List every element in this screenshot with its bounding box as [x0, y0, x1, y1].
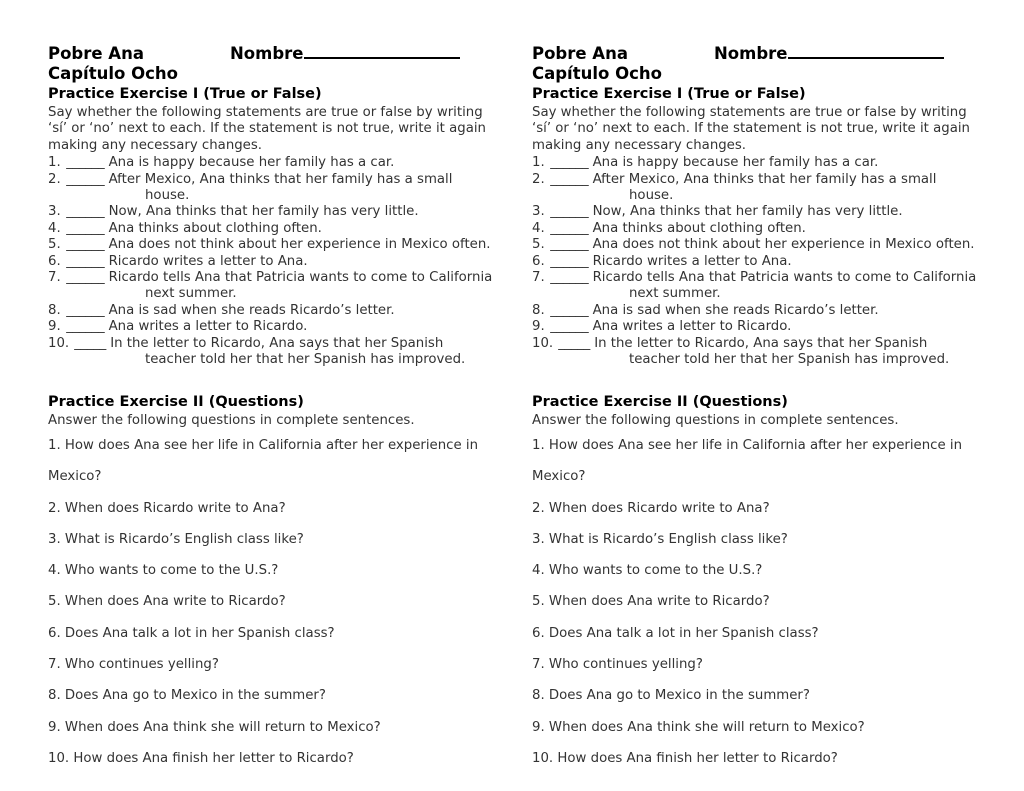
item-number: 6. — [532, 253, 545, 269]
question-line — [532, 743, 984, 774]
answer-blank[interactable]: _____ — [74, 335, 106, 351]
question-text: Does Ana talk a lot in her Spanish class? — [548, 625, 819, 641]
worksheet-copy-right — [492, 0, 984, 791]
true-false-item — [532, 237, 984, 253]
answer-blank[interactable]: ______ — [550, 171, 589, 187]
question-number: 2. — [532, 500, 545, 516]
statement-text: In the letter to Ricardo, Ana says that her Spanish — [594, 335, 928, 351]
page-title-row — [48, 44, 492, 64]
item-number: 1. — [532, 155, 545, 171]
true-false-item — [48, 155, 492, 171]
question-item — [532, 493, 984, 524]
statement-text: After Mexico, Ana thinks that her family has a small — [592, 171, 937, 187]
question-continuation: Mexico? — [532, 469, 586, 485]
item-number: 9. — [48, 319, 61, 335]
question-line — [48, 524, 492, 555]
answer-blank[interactable]: ______ — [550, 302, 589, 318]
item-number: 5. — [48, 237, 61, 253]
question-number: 7. — [48, 656, 61, 672]
item-number: 7. — [532, 270, 545, 286]
answer-blank[interactable]: ______ — [66, 319, 105, 335]
answer-blank[interactable]: ______ — [550, 237, 589, 253]
question-item — [532, 649, 984, 680]
statement-text: Ana is sad when she reads Ricardo’s letter. — [108, 302, 395, 318]
question-line — [48, 586, 492, 617]
item-number: 3. — [48, 204, 61, 220]
true-false-item — [532, 155, 984, 171]
instruction-line: Say whether the following statements are true or false by writing — [532, 105, 967, 120]
question-number: 1. — [532, 437, 545, 453]
statement-continuation: house. — [145, 188, 190, 204]
name-write-in-line[interactable] — [788, 44, 944, 59]
question-item — [48, 680, 492, 711]
item-number: 2. — [48, 171, 61, 187]
question-item — [48, 524, 492, 555]
question-item — [532, 743, 984, 774]
question-line — [532, 680, 984, 711]
answer-blank[interactable]: ______ — [550, 253, 589, 269]
answer-blank[interactable]: ______ — [66, 270, 105, 286]
question-number: 8. — [532, 688, 545, 704]
question-item — [532, 680, 984, 711]
statement-text: Ana is happy because her family has a car. — [108, 155, 395, 171]
question-item — [48, 649, 492, 680]
question-text: Who wants to come to the U.S.? — [64, 563, 279, 579]
question-item — [48, 743, 492, 774]
question-item — [48, 712, 492, 743]
page-title: Pobre Ana — [532, 44, 628, 63]
true-false-item — [532, 172, 984, 188]
name-field-label: Nombre — [230, 44, 304, 63]
question-text: When does Ricardo write to Ana? — [548, 500, 770, 516]
item-number: 4. — [532, 220, 545, 236]
statement-text: After Mexico, Ana thinks that her family has a small — [108, 171, 453, 187]
item-number: 10. — [532, 335, 554, 351]
question-item — [48, 586, 492, 617]
statement-text: Ana is sad when she reads Ricardo’s letter. — [592, 302, 879, 318]
item-number: 8. — [532, 302, 545, 318]
statement-continuation: teacher told her that her Spanish has improved. — [145, 352, 466, 368]
exercise-2-heading: Practice Exercise II (Questions) — [48, 393, 304, 410]
statement-text: Ana writes a letter to Ricardo. — [592, 319, 792, 335]
question-number: 1. — [48, 437, 61, 453]
worksheet-copy-left — [0, 0, 492, 791]
question-line — [48, 680, 492, 711]
item-number: 1. — [48, 155, 61, 171]
statement-text: Ricardo writes a letter to Ana. — [592, 253, 792, 269]
true-false-item — [48, 204, 492, 220]
question-text: What is Ricardo’s English class like? — [64, 531, 304, 547]
statement-text: Ana is happy because her family has a car. — [592, 155, 879, 171]
true-false-item — [48, 270, 492, 286]
answer-blank[interactable]: ______ — [66, 253, 105, 269]
question-continuation: Mexico? — [48, 469, 102, 485]
question-text: Who continues yelling? — [548, 656, 703, 672]
exercise-1-heading: Practice Exercise I (True or False) — [532, 86, 806, 102]
exercise-2-instructions: Answer the following questions in complete sentences. — [48, 412, 415, 428]
question-number: 10. — [532, 750, 554, 766]
true-false-list — [48, 155, 492, 368]
question-number: 5. — [532, 594, 545, 610]
true-false-item — [48, 172, 492, 188]
question-text: Who wants to come to the U.S.? — [548, 563, 763, 579]
true-false-item — [48, 237, 492, 253]
true-false-item — [532, 254, 984, 270]
question-number: 4. — [48, 563, 61, 579]
chapter-subtitle: Capítulo Ocho — [532, 64, 662, 83]
statement-continuation: next summer. — [629, 286, 721, 302]
question-number: 4. — [532, 563, 545, 579]
true-false-item — [532, 221, 984, 237]
true-false-item — [532, 303, 984, 319]
question-text: Does Ana go to Mexico in the summer? — [548, 688, 810, 704]
answer-blank[interactable]: ______ — [550, 319, 589, 335]
question-text: How does Ana see her life in California after her experience in — [64, 437, 479, 453]
answer-blank[interactable]: ______ — [66, 204, 105, 220]
answer-blank[interactable]: ______ — [550, 220, 589, 236]
question-text: When does Ricardo write to Ana? — [64, 500, 286, 516]
question-number: 9. — [48, 719, 61, 735]
true-false-item — [532, 204, 984, 220]
question-number: 10. — [48, 750, 70, 766]
question-number: 8. — [48, 688, 61, 704]
true-false-item — [532, 319, 984, 335]
instruction-line: making any necessary changes. — [48, 137, 263, 153]
answer-blank[interactable]: ______ — [550, 204, 589, 220]
answer-blank[interactable]: ______ — [66, 302, 105, 318]
question-item — [532, 618, 984, 649]
true-false-item — [532, 270, 984, 286]
question-text: Who continues yelling? — [64, 656, 219, 672]
instruction-line: ‘sí’ or ‘no’ next to each. If the statement is not true, write it again — [532, 121, 970, 137]
true-false-item — [48, 221, 492, 237]
question-text: Does Ana go to Mexico in the summer? — [64, 688, 326, 704]
question-number: 3. — [532, 531, 545, 547]
question-line — [532, 618, 984, 649]
statement-text: Ana does not think about her experience in Mexico often. — [108, 237, 491, 253]
instruction-line: Say whether the following statements are true or false by writing — [48, 105, 483, 120]
question-number: 6. — [532, 625, 545, 641]
statement-text: Ricardo tells Ana that Patricia wants to come to California — [592, 270, 977, 286]
true-false-item — [48, 303, 492, 319]
statement-continuation: house. — [629, 188, 674, 204]
item-number: 3. — [532, 204, 545, 220]
exercise-1-instructions — [532, 105, 984, 154]
question-item — [532, 712, 984, 743]
name-field-label: Nombre — [714, 44, 788, 63]
question-number: 6. — [48, 625, 61, 641]
item-number: 9. — [532, 319, 545, 335]
page-title-row — [532, 44, 984, 64]
item-number: 6. — [48, 253, 61, 269]
name-write-in-line[interactable] — [304, 44, 460, 59]
question-line — [532, 649, 984, 680]
question-item — [532, 555, 984, 586]
question-item — [532, 430, 984, 493]
question-list — [48, 430, 492, 774]
question-line — [532, 493, 984, 524]
statement-text: Ana thinks about clothing often. — [108, 220, 322, 236]
question-text: How does Ana see her life in California after her experience in — [548, 437, 963, 453]
question-line — [532, 524, 984, 555]
statement-text: Ana writes a letter to Ricardo. — [108, 319, 308, 335]
question-item — [532, 586, 984, 617]
question-line — [48, 493, 492, 524]
statement-text: Now, Ana thinks that her family has very little. — [108, 204, 419, 220]
question-item — [48, 493, 492, 524]
question-number: 2. — [48, 500, 61, 516]
item-number: 4. — [48, 220, 61, 236]
answer-blank[interactable]: ______ — [66, 155, 105, 171]
true-false-item — [532, 336, 984, 352]
question-list — [532, 430, 984, 774]
page-title: Pobre Ana — [48, 44, 144, 63]
question-text: When does Ana think she will return to Mexico? — [548, 719, 865, 735]
answer-blank[interactable]: ______ — [550, 155, 589, 171]
answer-blank[interactable]: _____ — [558, 335, 590, 351]
question-item — [48, 555, 492, 586]
question-line — [532, 430, 984, 461]
answer-blank[interactable]: ______ — [66, 237, 105, 253]
exercise-1-instructions — [48, 105, 492, 154]
statement-continuation: next summer. — [145, 286, 237, 302]
true-false-list — [532, 155, 984, 368]
true-false-item — [48, 319, 492, 335]
answer-blank[interactable]: ______ — [66, 220, 105, 236]
instruction-line: ‘sí’ or ‘no’ next to each. If the statement is not true, write it again — [48, 121, 486, 137]
exercise-1-heading: Practice Exercise I (True or False) — [48, 86, 322, 102]
answer-blank[interactable]: ______ — [66, 171, 105, 187]
question-text: How does Ana finish her letter to Ricardo? — [73, 750, 354, 766]
question-number: 9. — [532, 719, 545, 735]
true-false-item — [48, 254, 492, 270]
question-number: 7. — [532, 656, 545, 672]
item-number: 2. — [532, 171, 545, 187]
question-line — [532, 712, 984, 743]
statement-text: Now, Ana thinks that her family has very little. — [592, 204, 903, 220]
exercise-2-instructions: Answer the following questions in complete sentences. — [532, 412, 899, 428]
question-line — [48, 555, 492, 586]
item-number: 7. — [48, 270, 61, 286]
exercise-2-heading: Practice Exercise II (Questions) — [532, 393, 788, 410]
statement-text: Ana thinks about clothing often. — [592, 220, 806, 236]
item-number: 10. — [48, 335, 70, 351]
question-text: When does Ana write to Ricardo? — [64, 594, 286, 610]
question-line — [48, 618, 492, 649]
question-text: When does Ana write to Ricardo? — [548, 594, 770, 610]
true-false-item — [48, 336, 492, 352]
statement-text: Ricardo writes a letter to Ana. — [108, 253, 308, 269]
question-line — [48, 712, 492, 743]
question-text: When does Ana think she will return to Mexico? — [64, 719, 381, 735]
item-number: 8. — [48, 302, 61, 318]
question-item — [48, 430, 492, 493]
question-line — [532, 586, 984, 617]
chapter-subtitle: Capítulo Ocho — [48, 64, 178, 83]
question-text: Does Ana talk a lot in her Spanish class? — [64, 625, 335, 641]
question-line — [532, 555, 984, 586]
question-line — [48, 649, 492, 680]
question-item — [532, 524, 984, 555]
instruction-line: making any necessary changes. — [532, 137, 747, 153]
question-number: 3. — [48, 531, 61, 547]
question-number: 5. — [48, 594, 61, 610]
question-line — [48, 743, 492, 774]
statement-text: Ricardo tells Ana that Patricia wants to come to California — [108, 270, 493, 286]
question-line — [48, 430, 492, 461]
statement-text: Ana does not think about her experience in Mexico often. — [592, 237, 975, 253]
answer-blank[interactable]: ______ — [550, 270, 589, 286]
question-text: How does Ana finish her letter to Ricardo? — [557, 750, 838, 766]
question-text: What is Ricardo’s English class like? — [548, 531, 788, 547]
statement-continuation: teacher told her that her Spanish has improved. — [629, 352, 950, 368]
statement-text: In the letter to Ricardo, Ana says that her Spanish — [110, 335, 444, 351]
item-number: 5. — [532, 237, 545, 253]
question-item — [48, 618, 492, 649]
